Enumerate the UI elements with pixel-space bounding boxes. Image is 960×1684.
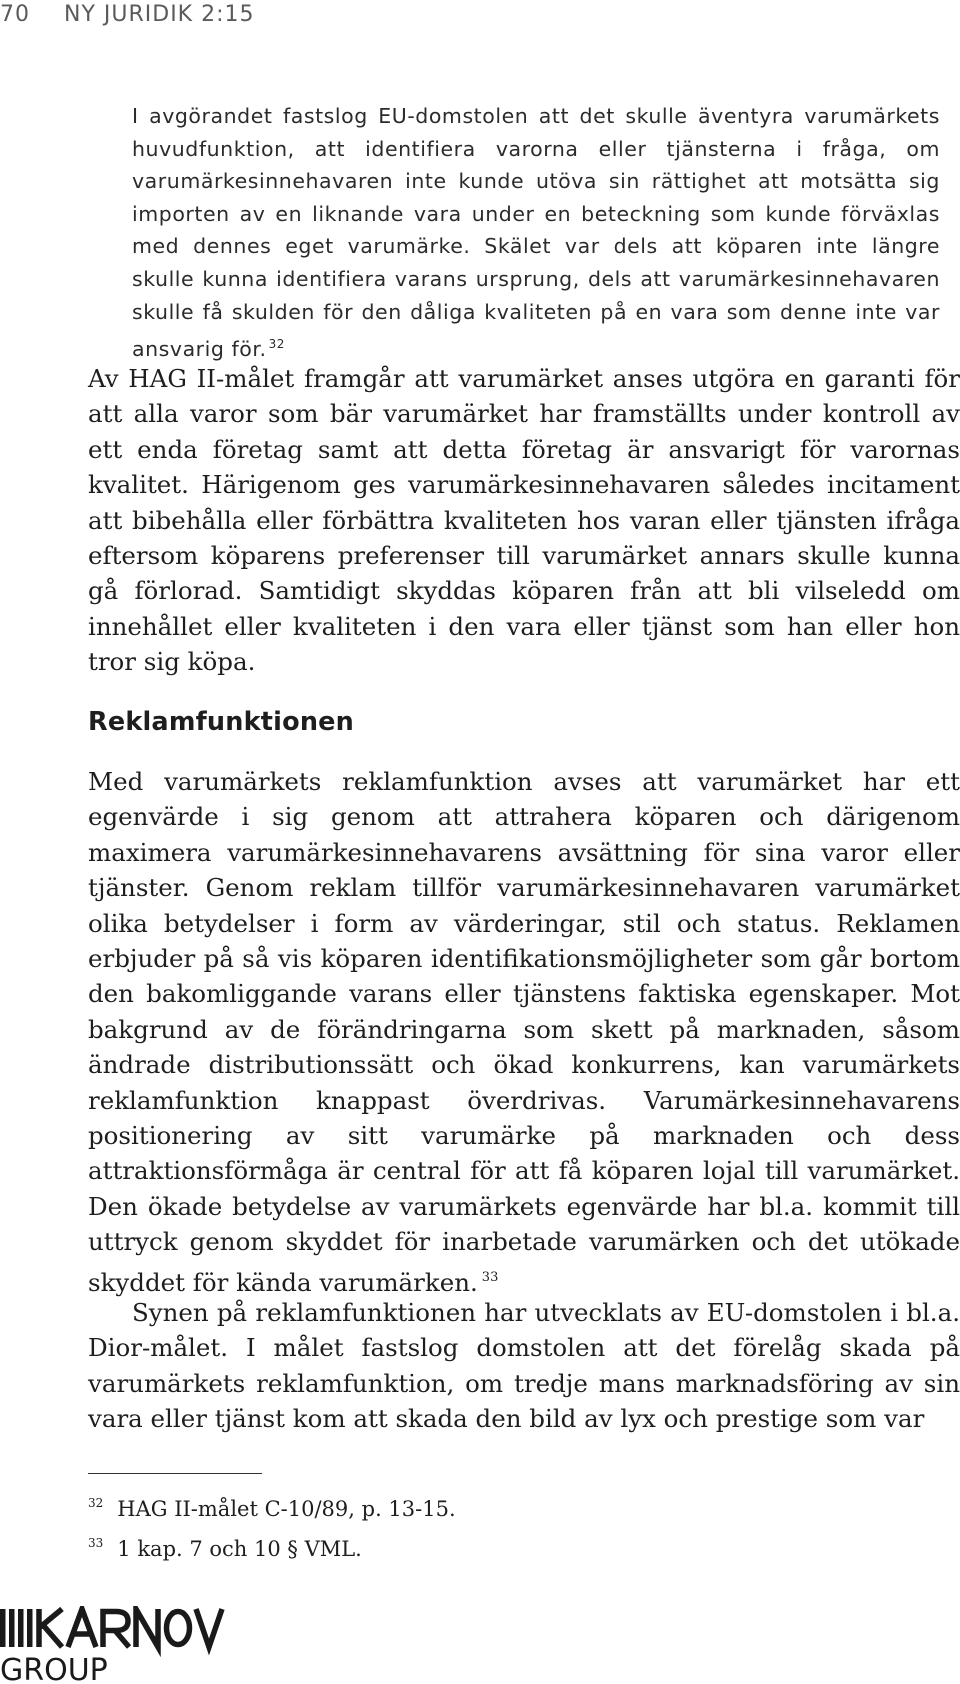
journal-title: NY JURIDIK 2:15 [64,2,255,27]
paragraph-hag: Av HAG II-målet framgår att varumärket anses utgöra en garanti för att alla varor som bär varumärket har framställts under kontroll av ett enda företag samt att detta företag är ansvarigt för varornas kvalitet. Härigenom ges varumärkesinnehavaren således incitament att bibehålla eller förbättra kvaliteten hos varan eller tjänsten ifråga eftersom köparens preferenser till varumärket annars skulle kunna gå förlorad. Samtidigt skyddas köparen från att bli vilseledd om innehållet eller kvaliteten i den vara eller tjänst som han eller hon tror sig köpa. [88,364,960,677]
logo-group-text: GROUP [0,1653,108,1684]
block-quote-text: I avgörandet fastslog EU-domstolen att det skulle äventyra varumärkets huvudfunktion, att identifiera varorna eller tjänsterna i fråga, om varumärkesinnehavaren inte kunde utöva sin rättighet att motsätta sig importen av en liknande vara under en beteckning som kunde förväxlas med dennes eget varumärke. Skälet var dels att köparen inte längre skulle kunna identifiera varans ursprung, dels att varumärkesinnehavaren skulle få skulden för den dåliga kvaliteten på en vara som denne inte var ansvarig för. [132,104,940,362]
paragraph-reklamfunktion [88,764,960,1300]
footnote-32 [88,1496,456,1521]
footnote-number: 33 [88,1536,104,1550]
karnov-logo-icon [0,1606,240,1684]
footnote-ref-33[interactable]: 33 [481,1269,499,1285]
paragraph-dior: Synen på reklamfunktionen har utvecklats av EU-domstolen i bl.a. Dior-målet. I målet fastslog domstolen att det förelåg skada på varumärkets reklamfunktion, om tredje mans marknadsföring av sin vara eller tjänst kom att skada den bild av lyx och prestige som var [88,1298,960,1434]
footnote-text: HAG II-målet C-10/89, p. 13-15. [117,1497,456,1521]
footnote-ref-32[interactable]: 32 [268,337,285,352]
section-heading: Reklamfunktionen [88,707,355,737]
paragraph-reklamfunktion-text: Med varumärkets reklamfunktion avses att varumärket har ett egenvärde i sig genom att attrahera köparen och därigenom maximera varumärkesinnehavarens avsättning för sina varor eller tjänster. Genom reklam tillför varumärkesinnehavaren varumärket olika betydelser i form av värderingar, stil och status. Reklamen erbjuder på så vis köparen identifikationsmöjligheter som går bortom den bakomliggande varans eller tjänstens faktiska egenskaper. Mot bakgrund av de förändringarna som skett på marknaden, såsom ändrade distributionssätt och ökad konkurrens, kan varumärkets reklamfunktion knappast överdrivas. Varumärkesinnehavarens positionering av sitt varumärke på marknaden och dess attraktionsförmåga är central för att få köparen lojal till varumärket. Den ökade betydelse av varumärkets egenvärde har bl.a. kommit till uttryck genom skyddet för inarbetade varumärken och det utökade skyddet för kända varumärken. [88,767,960,1297]
block-quote [132,100,940,366]
running-header [0,2,255,27]
page-number: 70 [0,2,30,27]
footnote-33 [88,1536,362,1561]
footnote-text: 1 kap. 7 och 10 § VML. [117,1537,362,1561]
karnov-group-logo [0,1606,240,1684]
footnote-number: 32 [88,1496,104,1510]
footnote-divider [88,1473,262,1474]
